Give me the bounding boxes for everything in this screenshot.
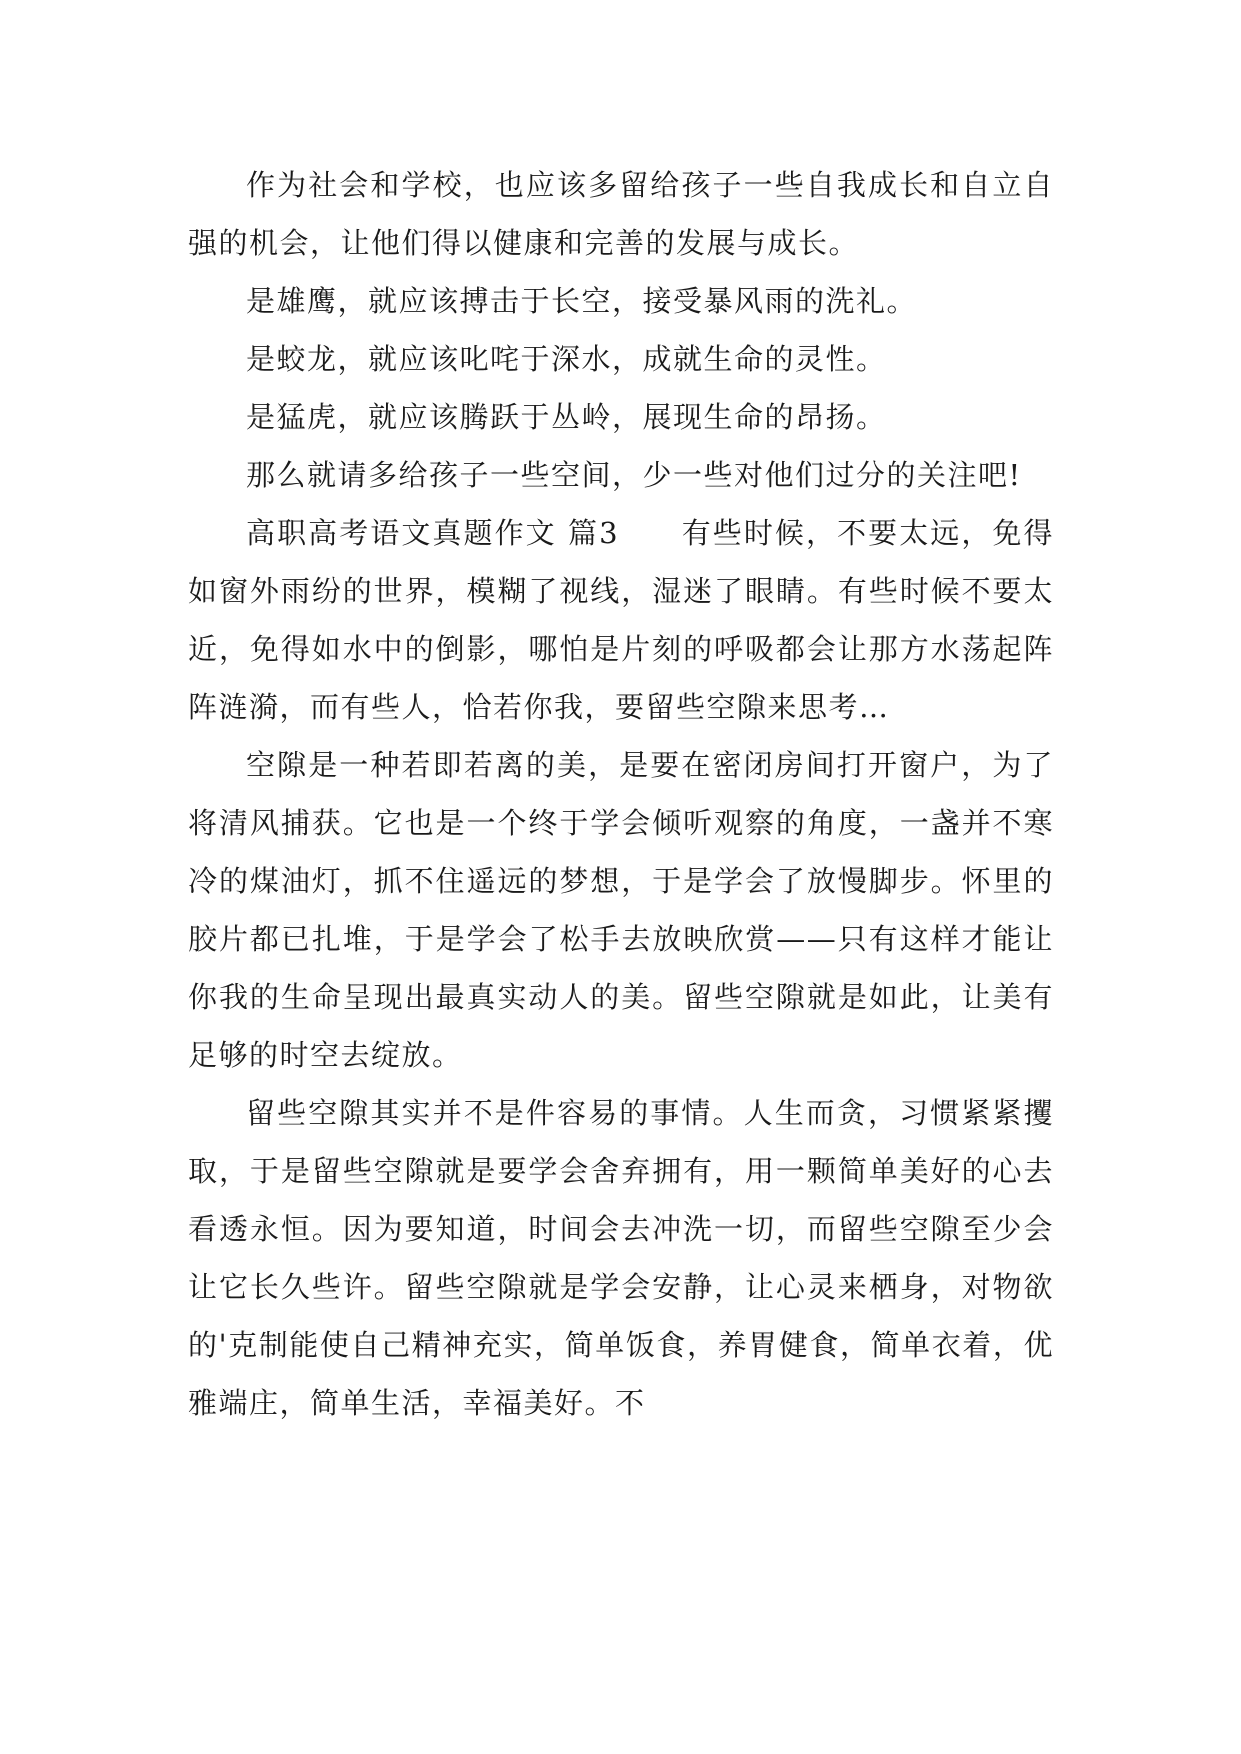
- paragraph-4: 是猛虎，就应该腾跃于丛岭，展现生命的昂扬。: [246, 400, 887, 434]
- paragraph-2: 是雄鹰，就应该搏击于长空，接受暴风雨的洗礼。: [246, 284, 918, 318]
- paragraph-8: 留些空隙其实并不是件容易的事情。人生而贪，习惯紧紧攫取，于是留些空隙就是要学会舍弃拥有，用一颗简单美好的心去看透永恒。因为要知道，时间会去冲洗一切，而留些空隙至少会让它长久些许。留些空隙就是学会安静，让心灵来栖身，对物欲的'克制能使自己精神充实，简单饭食，养胃健食，简单衣着，优雅端庄，简单生活，幸福美好。不: [188, 1096, 1054, 1420]
- paragraph-5: 那么就请多给孩子一些空间，少一些对他们过分的关注吧!: [246, 458, 1022, 492]
- paragraph-7: 空隙是一种若即若离的美，是要在密闭房间打开窗户，为了将清风捕获。它也是一个终于学会倾听观察的角度，一盏并不寒冷的煤油灯，抓不住遥远的梦想，于是学会了放慢脚步。怀里的胶片都已扎堆，于是学会了松手去放映欣赏——只有这样才能让你我的生命呈现出最真实动人的美。留些空隙就是如此，让美有足够的时空去绽放。: [188, 748, 1054, 1072]
- document-body: [188, 156, 1054, 1432]
- paragraph-6: 高职高考语文真题作文 篇3 有些时候，不要太远，免得如窗外雨纷的世界，模糊了视线，湿迷了眼睛。有些时候不要太近，免得如水中的倒影，哪怕是片刻的呼吸都会让那方水荡起阵阵涟漪，而有些人，恰若你我，要留些空隙来思考…: [188, 516, 1054, 724]
- paragraph-1: 作为社会和学校，也应该多留给孩子一些自我成长和自立自强的机会，让他们得以健康和完善的发展与成长。: [188, 168, 1054, 260]
- paragraph-3: 是蛟龙，就应该叱咤于深水，成就生命的灵性。: [246, 342, 887, 376]
